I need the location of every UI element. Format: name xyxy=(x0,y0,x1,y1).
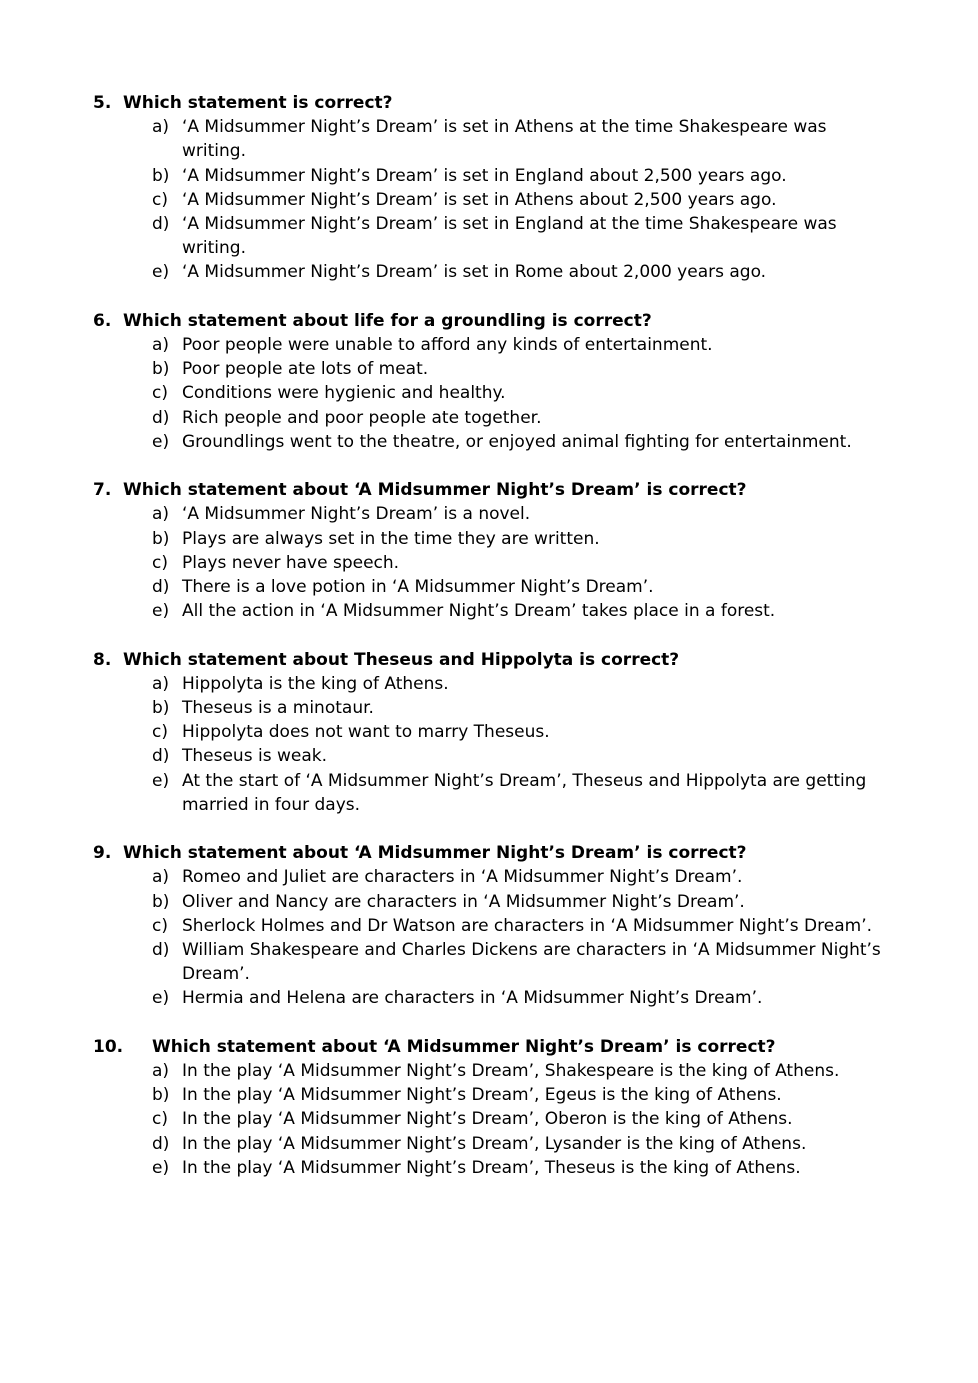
question-number: 9. xyxy=(93,843,112,864)
question-text: Which statement is correct? xyxy=(123,93,393,113)
option-letter: c) xyxy=(152,189,168,210)
option-letter: d) xyxy=(152,577,170,598)
option-text: ‘A Midsummer Night’s Dream’ is set in Athens at the time Shakespeare was writing. xyxy=(182,117,827,162)
question-heading xyxy=(0,478,978,502)
option-letter: d) xyxy=(152,407,170,428)
option-c xyxy=(0,1107,978,1131)
option-text: Poor people ate lots of meat. xyxy=(182,359,429,380)
option-text: William Shakespeare and Charles Dickens are characters in ‘A Midsummer Night’s Dream’. xyxy=(182,940,881,985)
option-e xyxy=(0,599,978,623)
question-8 xyxy=(0,648,978,817)
option-b xyxy=(0,527,978,551)
option-text: ‘A Midsummer Night’s Dream’ is set in Rome about 2,000 years ago. xyxy=(182,262,767,283)
option-c xyxy=(0,720,978,744)
option-d xyxy=(0,212,978,260)
option-text: At the start of ‘A Midsummer Night’s Dream’, Theseus and Hippolyta are getting married in four days. xyxy=(182,770,867,815)
option-b xyxy=(0,357,978,381)
option-letter: d) xyxy=(152,1133,170,1154)
option-text: All the action in ‘A Midsummer Night’s Dream’ takes place in a forest. xyxy=(182,601,776,622)
option-c xyxy=(0,914,978,938)
option-text: Hippolyta is the king of Athens. xyxy=(182,673,449,694)
option-text: Romeo and Juliet are characters in ‘A Midsummer Night’s Dream’. xyxy=(182,867,743,888)
option-text: ‘A Midsummer Night’s Dream’ is set in Athens about 2,500 years ago. xyxy=(182,189,777,210)
option-letter: b) xyxy=(152,359,170,380)
option-letter: c) xyxy=(152,722,168,743)
option-letter: a) xyxy=(152,673,170,694)
option-text: Hermia and Helena are characters in ‘A Midsummer Night’s Dream’. xyxy=(182,988,763,1009)
option-letter: d) xyxy=(152,940,170,961)
option-letter: e) xyxy=(152,601,170,622)
option-c xyxy=(0,551,978,575)
option-text: Plays are always set in the time they are written. xyxy=(182,528,600,549)
option-letter: c) xyxy=(152,915,168,936)
question-heading xyxy=(0,309,978,333)
question-text: Which statement about ‘A Midsummer Night’s Dream’ is correct? xyxy=(123,480,747,501)
option-text: ‘A Midsummer Night’s Dream’ is set in England at the time Shakespeare was writing. xyxy=(182,214,837,259)
option-text: Plays never have speech. xyxy=(182,552,400,573)
option-letter: b) xyxy=(152,528,170,549)
option-letter: c) xyxy=(152,552,168,573)
option-letter: b) xyxy=(152,698,170,719)
question-5 xyxy=(0,91,978,285)
option-letter: c) xyxy=(152,1109,168,1130)
option-b xyxy=(0,890,978,914)
option-letter: a) xyxy=(152,504,170,525)
question-heading xyxy=(0,1035,978,1059)
option-b xyxy=(0,696,978,720)
option-text: In the play ‘A Midsummer Night’s Dream’, Theseus is the king of Athens. xyxy=(182,1157,801,1178)
question-heading xyxy=(0,841,978,865)
option-d xyxy=(0,744,978,768)
option-letter: d) xyxy=(152,214,170,235)
option-text: Groundlings went to the theatre, or enjoyed animal fighting for entertainment. xyxy=(182,431,852,452)
option-text: Conditions were hygienic and healthy. xyxy=(182,383,506,404)
option-text: Theseus is a minotaur. xyxy=(182,698,374,719)
question-text: Which statement about Theseus and Hippolyta is correct? xyxy=(123,649,680,670)
question-number: 5. xyxy=(93,93,112,113)
option-text: In the play ‘A Midsummer Night’s Dream’, Shakespeare is the king of Athens. xyxy=(182,1061,840,1082)
question-9 xyxy=(0,841,978,1010)
question-6 xyxy=(0,309,978,454)
option-d xyxy=(0,406,978,430)
question-number: 10. xyxy=(93,1036,124,1057)
option-d xyxy=(0,575,978,599)
option-letter: b) xyxy=(152,1085,170,1106)
option-text: Hippolyta does not want to marry Theseus. xyxy=(182,722,550,743)
question-text: Which statement about ‘A Midsummer Night’s Dream’ is correct? xyxy=(152,1036,776,1057)
option-text: ‘A Midsummer Night’s Dream’ is set in England about 2,500 years ago. xyxy=(182,165,787,186)
option-text: There is a love potion in ‘A Midsummer Night’s Dream’. xyxy=(182,577,654,598)
option-e xyxy=(0,986,978,1010)
option-letter: e) xyxy=(152,431,170,452)
question-heading xyxy=(0,648,978,672)
option-a xyxy=(0,672,978,696)
option-letter: e) xyxy=(152,1157,170,1178)
option-b xyxy=(0,164,978,188)
option-a xyxy=(0,115,978,163)
question-10 xyxy=(0,1035,978,1180)
option-letter: d) xyxy=(152,746,170,767)
option-a xyxy=(0,333,978,357)
option-text: In the play ‘A Midsummer Night’s Dream’, Oberon is the king of Athens. xyxy=(182,1109,793,1130)
option-text: Poor people were unable to afford any kinds of entertainment. xyxy=(182,335,713,356)
option-text: Sherlock Holmes and Dr Watson are characters in ‘A Midsummer Night’s Dream’. xyxy=(182,915,873,936)
question-text: Which statement about life for a groundling is correct? xyxy=(123,310,652,331)
option-letter: e) xyxy=(152,770,170,791)
option-e xyxy=(0,260,978,284)
option-letter: a) xyxy=(152,117,170,138)
option-c xyxy=(0,381,978,405)
option-letter: e) xyxy=(152,988,170,1009)
option-e xyxy=(0,1156,978,1180)
option-a xyxy=(0,1059,978,1083)
option-b xyxy=(0,1083,978,1107)
option-text: Theseus is weak. xyxy=(182,746,327,767)
question-heading xyxy=(0,91,978,115)
option-letter: e) xyxy=(152,262,170,283)
option-text: ‘A Midsummer Night’s Dream’ is a novel. xyxy=(182,504,531,525)
option-d xyxy=(0,1132,978,1156)
option-text: In the play ‘A Midsummer Night’s Dream’, Lysander is the king of Athens. xyxy=(182,1133,807,1154)
question-7 xyxy=(0,478,978,623)
option-text: In the play ‘A Midsummer Night’s Dream’, Egeus is the king of Athens. xyxy=(182,1085,782,1106)
option-e xyxy=(0,430,978,454)
option-a xyxy=(0,502,978,526)
option-letter: a) xyxy=(152,1061,170,1082)
option-text: Rich people and poor people ate together. xyxy=(182,407,542,428)
quiz-page xyxy=(0,91,978,1204)
question-text: Which statement about ‘A Midsummer Night’s Dream’ is correct? xyxy=(123,843,747,864)
option-a xyxy=(0,865,978,889)
option-c xyxy=(0,188,978,212)
question-number: 7. xyxy=(93,480,112,501)
question-number: 8. xyxy=(93,649,112,670)
option-letter: c) xyxy=(152,383,168,404)
option-text: Oliver and Nancy are characters in ‘A Midsummer Night’s Dream’. xyxy=(182,891,745,912)
option-e xyxy=(0,769,978,817)
option-d xyxy=(0,938,978,986)
option-letter: a) xyxy=(152,335,170,356)
option-letter: a) xyxy=(152,867,170,888)
question-number: 6. xyxy=(93,310,112,331)
option-letter: b) xyxy=(152,165,170,186)
option-letter: b) xyxy=(152,891,170,912)
